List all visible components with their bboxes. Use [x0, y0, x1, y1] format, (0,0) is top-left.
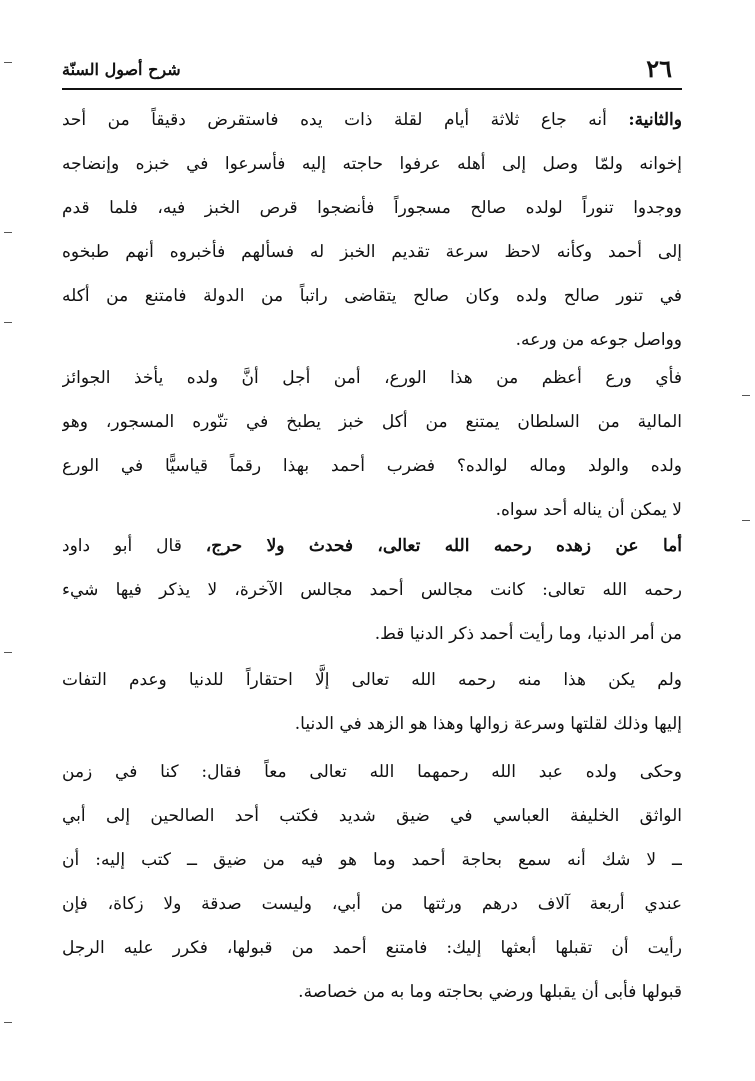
- margin-mark: [4, 652, 12, 653]
- paragraph-line: [62, 98, 682, 142]
- running-title: شرح أصول السنّة: [62, 60, 181, 79]
- paragraph-lead: أما عن زهده رحمه الله تعالى، فحدث ولا حرج،: [205, 536, 682, 556]
- paragraph-3: [62, 524, 682, 656]
- paragraph-text: أنه جاع ثلاثة أيام لقلة ذات يده فاستقرض دقيقاً من أحد: [62, 110, 629, 130]
- margin-mark: [742, 395, 750, 396]
- paragraph-line: قبولها فأبى أن يقبلها ورضي بحاجته وما به من خصاصة.: [298, 982, 682, 1002]
- paragraph-line: إلى أحمد وكأنه لاحظ سرعة تقديم الخبز له فسألهم فأخبروه أنهم طبخوه: [62, 242, 682, 262]
- paragraph-line: رحمه الله تعالى: كانت مجالس أحمد مجالس الآخرة، لا يذكر فيها شيء: [62, 580, 682, 600]
- margin-mark: [742, 520, 750, 521]
- paragraph-line: لا يمكن أن يناله أحد سواه.: [495, 500, 682, 520]
- paragraph-line: [62, 524, 682, 568]
- paragraph-1: [62, 98, 682, 362]
- page-number: ٢٦: [646, 54, 672, 83]
- paragraph-2: [62, 356, 682, 532]
- paragraph-line: وواصل جوعه من ورعه.: [515, 330, 682, 350]
- paragraph-line: في تنور صالح ولده وكان صالح يتقاضى راتباً من الدولة فامتنع من أكله: [62, 286, 682, 306]
- paragraph-line: عندي أربعة آلاف درهم ورثتها من أبي، وليست صدقة ولا زكاة، فإن: [62, 894, 682, 914]
- margin-mark: [4, 1022, 12, 1023]
- page-header: [62, 52, 682, 88]
- paragraph-text: قال أبو داود: [62, 536, 206, 556]
- paragraph-4: [62, 658, 682, 746]
- paragraph-lead: والثانية:: [628, 110, 682, 130]
- paragraph-line: ولم يكن هذا منه رحمه الله تعالى إلَّا احتقاراً للدنيا وعدم التفات: [62, 670, 682, 690]
- margin-mark: [4, 322, 12, 323]
- paragraph-line: المالية من السلطان يمتنع من أكل خبز يطبخ في تنّوره المسجور، وهو: [62, 412, 682, 432]
- paragraph-line: ولده والولد وماله لوالده؟ فضرب أحمد بهذا رقماً قياسيًّا في الورع: [62, 456, 682, 476]
- paragraph-line: من أمر الدنيا، وما رأيت أحمد ذكر الدنيا قط.: [374, 624, 682, 644]
- paragraph-line: فأي ورع أعظم من هذا الورع، أمن أجل أنَّ ولده يأخذ الجوائز: [62, 368, 682, 388]
- paragraph-line: الواثق الخليفة العباسي في ضيق شديد فكتب أحد الصالحين إلى أبي: [62, 806, 682, 826]
- margin-mark: [4, 232, 12, 233]
- margin-mark: [4, 62, 12, 63]
- paragraph-line: ــ لا شك أنه سمع بحاجة أحمد وما هو فيه من ضيق ــ كتب إليه: أن: [62, 850, 682, 870]
- header-rule: [62, 88, 682, 90]
- paragraph-line: وحكى ولده عبد الله رحمهما الله تعالى معاً فقال: كنا في زمن: [62, 762, 682, 782]
- paragraph-line: ووجدوا تنوراً لولده صالح مسجوراً فأنضجوا قرص الخبز فيه، فلما قدم: [62, 198, 682, 218]
- paragraph-line: إخوانه ولمّا وصل إلى أهله عرفوا حاجته إليه فأسرعوا في خبزه وإنضاجه: [62, 154, 682, 174]
- paragraph-line: رأيت أن تقبلها أبعثها إليك: فامتنع أحمد من قبولها، فكرر عليه الرجل: [62, 938, 682, 958]
- paragraph-line: إليها وذلك لقلتها وسرعة زوالها وهذا هو الزهد في الدنيا.: [294, 714, 682, 734]
- paragraph-5: [62, 750, 682, 1014]
